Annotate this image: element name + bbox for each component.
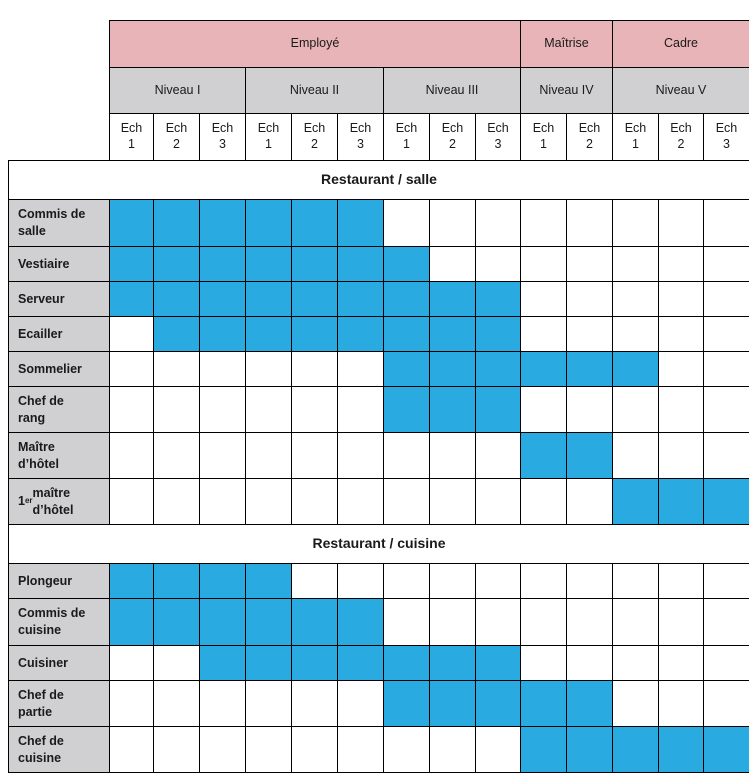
grid-cell-empty [245,680,292,727]
grid-cell-filled [429,386,476,433]
grid-cell-empty [703,680,749,727]
grid-cell-filled [109,281,154,317]
grid-cell-filled [429,351,476,387]
grid-cell-empty [520,316,567,352]
grid-cell-empty [291,351,338,387]
grid-cell-empty [337,726,384,773]
grid-cell-filled [337,598,384,646]
echelon-header: Ech 2 [153,113,200,161]
grid-cell-filled [245,316,292,352]
grid-cell-filled [337,199,384,247]
grid-cell-filled [291,246,338,282]
grid-cell-empty [429,199,476,247]
echelon-header: Ech 1 [612,113,659,161]
grid-cell-empty [109,316,154,352]
grid-cell-empty [520,478,567,525]
row-label: Commis de cuisine [8,598,110,646]
grid-cell-empty [658,351,704,387]
grid-cell-filled [475,680,521,727]
grid-cell-empty [245,726,292,773]
grid-cell-empty [109,478,154,525]
grid-cell-empty [153,680,200,727]
grid-cell-empty [658,199,704,247]
grid-cell-filled [520,432,567,479]
grid-cell-empty [383,726,430,773]
grid-cell-empty [566,598,613,646]
grid-cell-empty [703,281,749,317]
echelon-header: Ech 2 [658,113,704,161]
row-label: Ecailler [8,316,110,352]
grid-cell-empty [703,246,749,282]
grid-cell-filled [383,351,430,387]
grid-cell-filled [383,281,430,317]
section-title: Restaurant / salle [8,160,749,200]
row-label: Plongeur [8,563,110,599]
grid-cell-empty [429,598,476,646]
grid-cell-empty [429,563,476,599]
echelon-header: Ech 1 [109,113,154,161]
grid-cell-empty [520,199,567,247]
grid-cell-empty [658,598,704,646]
grid-cell-filled [109,199,154,247]
grid-cell-empty [612,199,659,247]
grid-cell-empty [475,246,521,282]
grid-cell-empty [109,432,154,479]
grid-cell-filled [245,281,292,317]
niveau-header: Niveau II [245,67,384,114]
grid-cell-filled [520,680,567,727]
grid-cell-empty [291,432,338,479]
row-label: 1 er maître d’hôtel [8,478,110,525]
grid-cell-empty [199,478,246,525]
grid-cell-empty [109,680,154,727]
grid-cell-empty [520,246,567,282]
niveau-header: Niveau I [109,67,246,114]
grid-cell-empty [566,478,613,525]
grid-cell-empty [566,281,613,317]
grid-cell-filled [612,726,659,773]
grid-cell-empty [475,478,521,525]
grid-cell-filled [566,351,613,387]
niveau-header: Niveau IV [520,67,613,114]
grid-cell-empty [383,598,430,646]
echelon-header: Ech 3 [337,113,384,161]
grid-cell-filled [153,563,200,599]
grid-cell-empty [383,199,430,247]
grid-cell-empty [199,432,246,479]
row-label: Chef de partie [8,680,110,727]
grid-cell-empty [153,386,200,433]
grid-cell-empty [429,726,476,773]
grid-cell-filled [153,316,200,352]
grid-cell-filled [245,598,292,646]
grid-cell-filled [429,281,476,317]
grid-cell-empty [703,598,749,646]
grid-cell-filled [475,645,521,681]
grid-cell-filled [337,645,384,681]
grid-cell-filled [291,281,338,317]
grid-cell-empty [566,563,613,599]
grid-cell-filled [475,351,521,387]
echelon-header: Ech 3 [199,113,246,161]
grid-cell-empty [245,432,292,479]
grid-cell-filled [199,316,246,352]
grid-cell-filled [383,645,430,681]
grid-cell-empty [429,246,476,282]
grid-cell-filled [337,316,384,352]
row-label: Chef de cuisine [8,726,110,773]
grid-cell-filled [291,316,338,352]
grid-cell-empty [291,680,338,727]
grid-cell-empty [475,563,521,599]
grid-cell-empty [612,246,659,282]
grid-cell-empty [245,351,292,387]
row-label: Cuisiner [8,645,110,681]
grid-cell-empty [475,726,521,773]
grid-cell-empty [658,432,704,479]
grid-cell-empty [566,316,613,352]
grid-cell-filled [383,680,430,727]
category-header: Maîtrise [520,20,613,68]
row-label: Maître d’hôtel [8,432,110,479]
grid-cell-empty [520,598,567,646]
grid-cell-filled [520,726,567,773]
echelon-header: Ech 1 [520,113,567,161]
grid-cell-empty [566,246,613,282]
echelon-header: Ech 2 [291,113,338,161]
grid-cell-filled [475,316,521,352]
grid-cell-filled [612,478,659,525]
grid-cell-filled [245,645,292,681]
grid-cell-empty [612,680,659,727]
grid-cell-filled [199,563,246,599]
grid-cell-filled [153,598,200,646]
grid-cell-empty [658,563,704,599]
grid-cell-empty [475,432,521,479]
grid-cell-filled [383,386,430,433]
grid-cell-empty [199,351,246,387]
grid-cell-filled [109,246,154,282]
grid-cell-empty [245,386,292,433]
grid-cell-filled [199,281,246,317]
grid-cell-empty [658,281,704,317]
grid-cell-filled [291,645,338,681]
grid-cell-empty [337,432,384,479]
grid-cell-filled [109,563,154,599]
grid-cell-empty [153,351,200,387]
grid-cell-filled [199,598,246,646]
row-label: Vestiaire [8,246,110,282]
grid-cell-filled [429,645,476,681]
grid-cell-empty [658,386,704,433]
grid-cell-empty [383,563,430,599]
grid-cell-empty [612,281,659,317]
grid-cell-empty [703,432,749,479]
grid-cell-filled [520,351,567,387]
grid-cell-empty [153,478,200,525]
grid-cell-empty [429,432,476,479]
echelon-header: Ech 1 [383,113,430,161]
grid-cell-empty [337,478,384,525]
grid-cell-empty [245,478,292,525]
grid-cell-filled [245,199,292,247]
grid-cell-empty [337,351,384,387]
grid-cell-empty [109,645,154,681]
grid-cell-filled [566,680,613,727]
category-header: Employé [109,20,521,68]
grid-cell-filled [337,281,384,317]
niveau-header: Niveau V [612,67,749,114]
grid-cell-empty [612,386,659,433]
grid-cell-empty [109,386,154,433]
grid-cell-empty [475,598,521,646]
grid-cell-empty [566,199,613,247]
grid-cell-empty [703,351,749,387]
grid-cell-empty [658,645,704,681]
grid-cell-filled [199,645,246,681]
grid-cell-empty [658,680,704,727]
grid-cell-empty [520,645,567,681]
row-label: Commis de salle [8,199,110,247]
grid-cell-filled [429,316,476,352]
grid-cell-empty [612,563,659,599]
grid-cell-empty [109,351,154,387]
grid-cell-empty [703,199,749,247]
grid-cell-empty [429,478,476,525]
grid-cell-empty [612,316,659,352]
grid-cell-filled [245,563,292,599]
grid-cell-empty [520,563,567,599]
grid-cell-filled [703,726,749,773]
grid-cell-empty [703,386,749,433]
category-header: Cadre [612,20,749,68]
grid-cell-empty [520,386,567,433]
echelon-header: Ech 3 [703,113,749,161]
grid-cell-empty [153,432,200,479]
grid-cell-filled [475,281,521,317]
grid-cell-empty [153,645,200,681]
grid-cell-filled [703,478,749,525]
grid-cell-filled [153,246,200,282]
grid-cell-empty [612,598,659,646]
grid-cell-filled [291,598,338,646]
grid-cell-empty [612,645,659,681]
grid-cell-empty [337,680,384,727]
section-title: Restaurant / cuisine [8,524,749,564]
grid-cell-empty [291,386,338,433]
grid-cell-empty [337,563,384,599]
grid-cell-filled [153,281,200,317]
grid-cell-empty [291,478,338,525]
row-label: Sommelier [8,351,110,387]
grid-cell-empty [383,478,430,525]
grid-cell-empty [109,726,154,773]
grid-cell-empty [703,563,749,599]
grid-cell-empty [337,386,384,433]
grid-cell-filled [153,199,200,247]
grid-cell-empty [566,645,613,681]
grid-cell-empty [520,281,567,317]
row-label: Serveur [8,281,110,317]
grid-cell-filled [383,316,430,352]
grid-cell-filled [199,246,246,282]
niveau-header: Niveau III [383,67,521,114]
grid-cell-filled [566,726,613,773]
grid-cell-empty [703,316,749,352]
grid-cell-filled [337,246,384,282]
grid-cell-filled [109,598,154,646]
grid-cell-empty [153,726,200,773]
grid-cell-filled [429,680,476,727]
grid-cell-filled [612,351,659,387]
grid-cell-filled [658,726,704,773]
grid-cell-empty [199,680,246,727]
echelon-header: Ech 1 [245,113,292,161]
grid-cell-empty [566,386,613,433]
row-label: Chef de rang [8,386,110,433]
echelon-header: Ech 3 [475,113,521,161]
grid-cell-empty [658,246,704,282]
grid-cell-empty [612,432,659,479]
echelon-header: Ech 2 [566,113,613,161]
grid-cell-filled [245,246,292,282]
grid-cell-empty [658,316,704,352]
grid-cell-filled [199,199,246,247]
grid-cell-empty [383,432,430,479]
grid-cell-filled [383,246,430,282]
grid-cell-empty [291,563,338,599]
grid-cell-filled [658,478,704,525]
grid-cell-filled [566,432,613,479]
grid-cell-empty [475,199,521,247]
echelon-header: Ech 2 [429,113,476,161]
grid-cell-filled [475,386,521,433]
grid-cell-empty [199,386,246,433]
grid-cell-empty [291,726,338,773]
grid-cell-empty [703,645,749,681]
grid-cell-empty [199,726,246,773]
grid-cell-filled [291,199,338,247]
